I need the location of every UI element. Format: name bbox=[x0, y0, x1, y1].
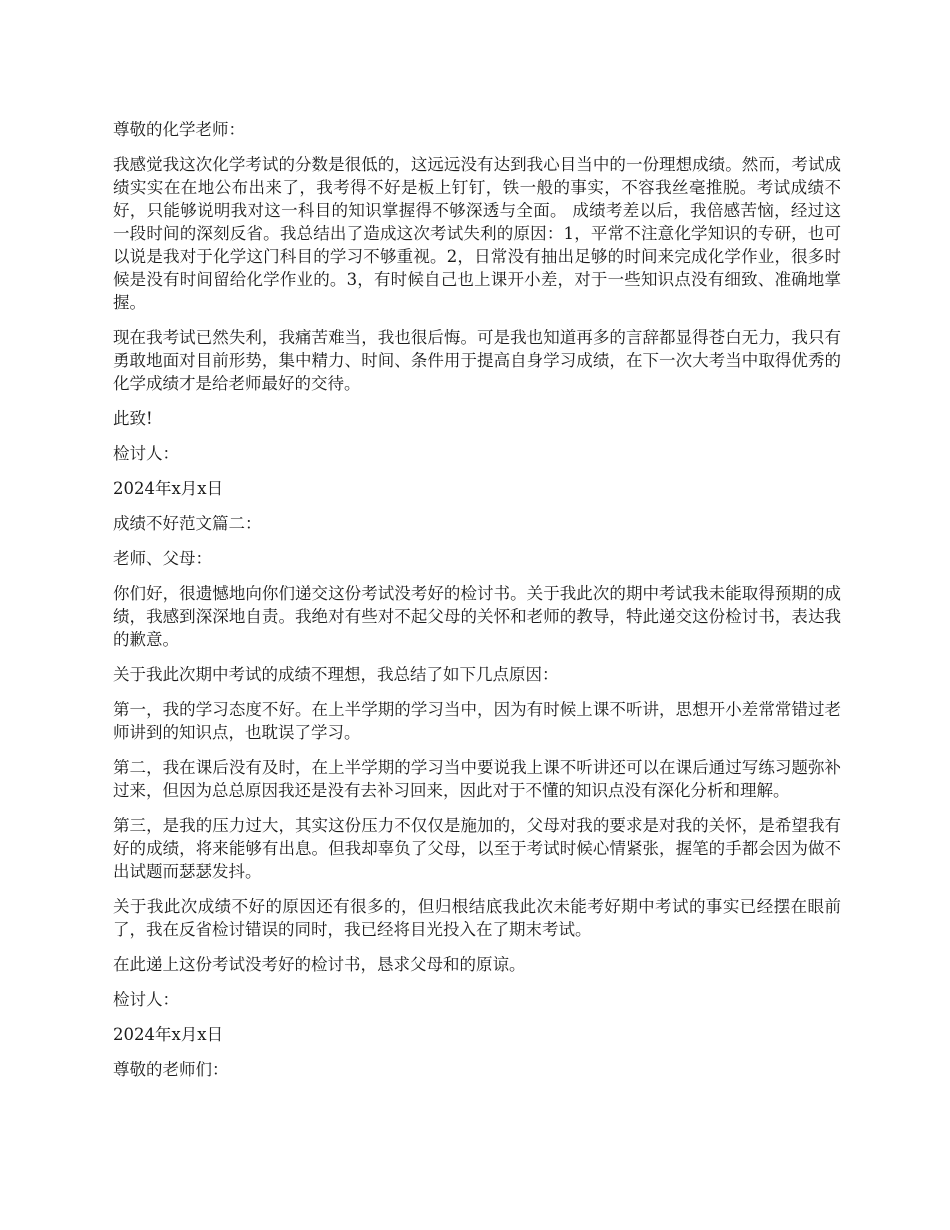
body-paragraph: 第一，我的学习态度不好。在上半学期的学习当中，因为有时候上课不听讲，思想开小差常常错过老师讲到的知识点，也耽误了学习。 bbox=[113, 700, 841, 742]
closing: 此致! bbox=[113, 409, 153, 428]
body-paragraph: 第二，我在课后没有及时，在上半学期的学习当中要说我上课不听讲还可以在课后通过写练习题弥补过来，但因为总总原因我还是没有去补习回来，因此对于不懂的知识点没有深化分析和理解。 bbox=[113, 758, 841, 800]
body-paragraph: 在此递上这份考试没考好的检讨书，恳求父母和的原谅。 bbox=[113, 955, 526, 974]
date-line: 2024年x月x日 bbox=[113, 1025, 224, 1044]
body-paragraph: 你们好，很遗憾地向你们递交这份考试没考好的检讨书。关于我此次的期中考试我未能取得预期的成绩，我感到深深地自责。我绝对有些对不起父母的关怀和老师的教导，特此递交这份检讨书，表达我的歉意。 bbox=[113, 584, 841, 649]
document-page bbox=[113, 118, 841, 1093]
date-line: 2024年x月x日 bbox=[113, 479, 224, 498]
body-paragraph: 关于我此次成绩不好的原因还有很多的，但归根结底我此次未能考好期中考试的事实已经摆在眼前了，我在反省检讨错误的同时，我已经将目光投入在了期末考试。 bbox=[113, 897, 841, 939]
signature-label: 检讨人： bbox=[113, 990, 179, 1009]
body-paragraph: 我感觉我这次化学考试的分数是很低的，这远远没有达到我心目当中的一份理想成绩。然而，考试成绩实实在在地公布出来了，我考得不好是板上钉钉，铁一般的事实，不容我丝毫推脱。考试成绩不好，只能够说明我对这一科目的知识掌握得不够深透与全面。 成绩考差以后，我倍感苦恼，经过这一段时间的深刻反省。我总结出了造成这次考试失利的原因：1，平常不注意化学知识的专研，也可以说是我对于化学这门科目的学习不够重视。2，日常没有抽出足够的时间来完成化学作业，很多时候是没有时间留给化学作业的。3，有时候自己也上课开小差，对于一些知识点没有细致、准确地掌握。 bbox=[113, 155, 841, 312]
body-paragraph: 现在我考试已然失利，我痛苦难当，我也很后悔。可是我也知道再多的言辞都显得苍白无力，我只有勇敢地面对目前形势，集中精力、时间、条件用于提高自身学习成绩，在下一次大考当中取得优秀的化学成绩才是给老师最好的交待。 bbox=[113, 328, 841, 393]
salutation: 尊敬的化学老师： bbox=[113, 120, 245, 139]
section-heading: 成绩不好范文篇二： bbox=[113, 514, 262, 533]
salutation: 老师、父母： bbox=[113, 549, 212, 568]
salutation: 尊敬的老师们： bbox=[113, 1060, 229, 1079]
body-paragraph: 第三，是我的压力过大，其实这份压力不仅仅是施加的，父母对我的要求是对我的关怀，是希望我有好的成绩，将来能够有出息。但我却辜负了父母，以至于考试时候心情紧张，握笔的手都会因为做不出试题而瑟瑟发抖。 bbox=[113, 816, 841, 881]
signature-label: 检讨人： bbox=[113, 444, 179, 463]
body-paragraph: 关于我此次期中考试的成绩不理想，我总结了如下几点原因： bbox=[113, 665, 559, 684]
